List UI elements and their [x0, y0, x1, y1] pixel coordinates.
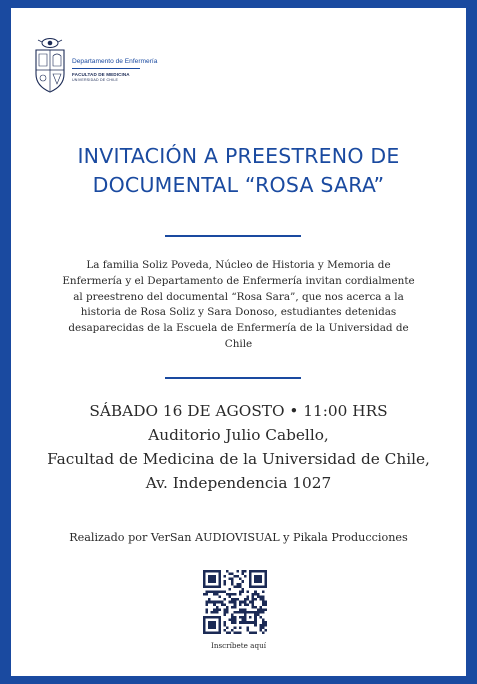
- page-title: [0, 142, 477, 200]
- body-line: La familia Soliz Poveda, Núcleo de Historia y Memoria de: [86, 259, 391, 271]
- university-seal-icon: [33, 36, 67, 94]
- department-name: Departamento de Enfermería: [72, 58, 158, 65]
- event-datetime: SÁBADO 16 DE AGOSTO • 11:00 HRS: [89, 402, 388, 420]
- body-line: historia de Rosa Soliz y Sara Donoso, estudiantes detenidas: [80, 306, 397, 319]
- university-name: UNIVERSIDAD DE CHILE: [72, 77, 119, 82]
- event-venue: Auditorio Julio Cabello,: [148, 426, 329, 444]
- title-line: INVITACIÓN A PREESTRENO DE: [77, 144, 400, 168]
- body-line: al preestreno del documental “Rosa Sara”, que nos acerca a la: [73, 290, 404, 303]
- body-line: desaparecidas de la Escuela de Enfermería de la Universidad de: [68, 322, 409, 335]
- qr-label: Inscríbete aquí: [210, 641, 266, 650]
- event-institution: Facultad de Medicina de la Universidad de Chile,: [47, 450, 430, 468]
- title-line: DOCUMENTAL “ROSA SARA”: [92, 173, 385, 197]
- faculty-name: FACULTAD DE MEDICINA: [72, 71, 130, 77]
- body-line: Enfermería y el Departamento de Enfermería invitan cordialmente: [62, 274, 415, 287]
- title-divider: [165, 235, 301, 237]
- registration-qr-code[interactable]: [203, 570, 267, 634]
- event-details: [0, 399, 477, 495]
- invitation-body: [36, 258, 441, 353]
- faculty-logo: [33, 36, 157, 94]
- logo-divider: [72, 68, 140, 69]
- event-address: Av. Independencia 1027: [145, 474, 332, 492]
- production-credits: Realizado por VerSan AUDIOVISUAL y Pikala Producciones: [69, 531, 408, 544]
- body-divider: [165, 377, 301, 379]
- body-line: Chile: [224, 337, 253, 350]
